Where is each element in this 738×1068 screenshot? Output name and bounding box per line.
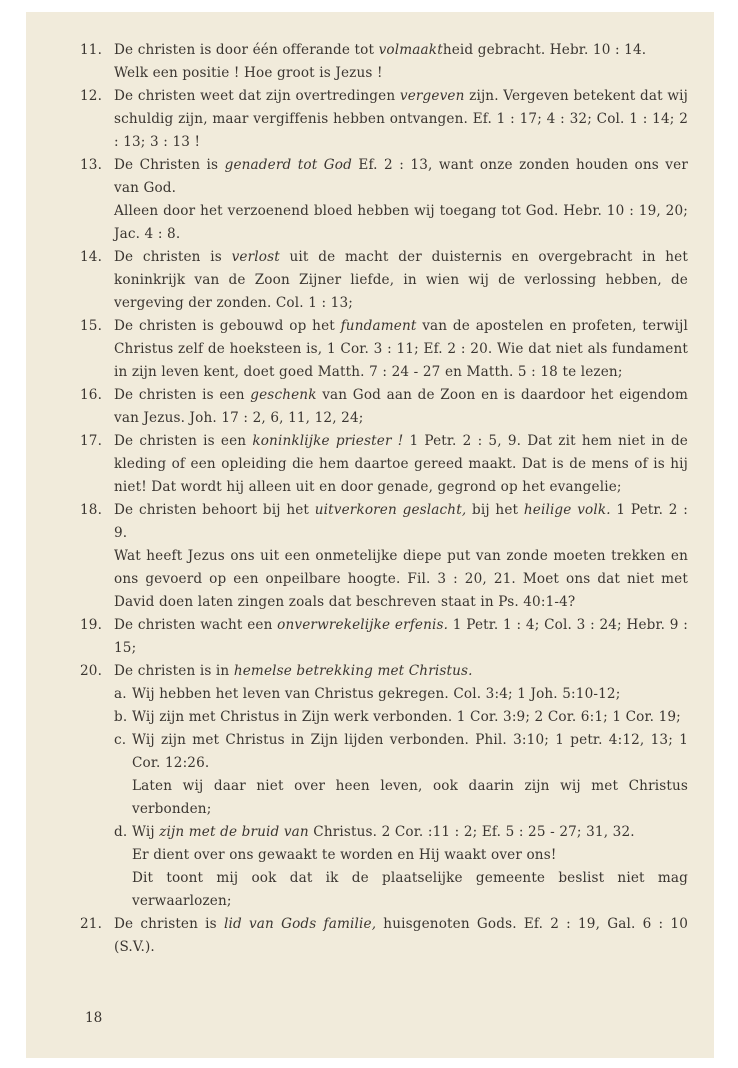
paragraph: Alleen door het verzoenend bloed hebben wij toegang tot God. Hebr. 10 : 19, 20; Jac. 4 : 8. (114, 203, 688, 242)
sub-item-text (132, 683, 688, 706)
paragraph: Welk een positie ! Hoe groot is Jezus ! (114, 65, 383, 81)
item-number: 16. (80, 387, 103, 403)
sub-paragraph: Er dient over ons gewaakt te worden en Hij waakt over ons! (132, 847, 557, 863)
sub-paragraph: Laten wij daar niet over heen leven, ook daarin zijn wij met Christus verbonden; (132, 778, 688, 817)
sub-item (114, 729, 688, 821)
emphasis: geschenk (250, 387, 317, 403)
emphasis: onverwrekelijke erfenis. (277, 617, 449, 633)
item-text (114, 384, 688, 430)
emphasis: fundament (340, 318, 417, 334)
emphasis: verlost (231, 249, 280, 265)
paragraph: De christen is lid van Gods familie, huisgenoten Gods. Ef. 2 : 19, Gal. 6 : 10 (S.V.). (114, 916, 688, 955)
list-item (80, 246, 688, 315)
emphasis: lid van Gods familie, (223, 916, 377, 932)
item-text (114, 154, 688, 246)
item-number: 13. (80, 157, 103, 173)
paragraph: De Christen is genaderd tot God Ef. 2 : 13, want onze zonden houden ons ver van God. (114, 157, 688, 196)
sub-paragraph: Dit toont mij ook dat ik de plaatselijke gemeente beslist niet mag verwaarlozen; (132, 870, 688, 909)
sub-item (114, 706, 688, 729)
list-item (80, 384, 688, 430)
list-item (80, 660, 688, 913)
item-text (114, 660, 688, 913)
item-text (114, 246, 688, 315)
page (26, 12, 714, 1058)
item-number: 18. (80, 502, 103, 518)
item-number: 14. (80, 249, 103, 265)
paragraph: De christen is een koninklijke priester ! 1 Petr. 2 : 5, 9. Dat zit hem niet in de kleding of een opleiding die hem daartoe gereed maakt. Dat is de mens of is hij niet! Dat wordt hij alleen uit en door genade, gegrond op het evangelie; (114, 433, 689, 495)
item-text (114, 614, 688, 660)
sub-item (114, 821, 688, 913)
item-text (114, 315, 688, 384)
list-item (80, 499, 688, 614)
item-text (114, 39, 688, 85)
paragraph: De christen behoort bij het uitverkoren geslacht, bij het heilige volk. 1 Petr. 2 : 9. (114, 502, 688, 541)
sub-item-label: d. (114, 824, 128, 840)
emphasis: heilige volk. (523, 502, 611, 518)
emphasis: genaderd tot God (224, 157, 352, 173)
sub-item-text (132, 729, 688, 821)
sub-paragraph: Wij zijn met de bruid van Christus. 2 Cor. :11 : 2; Ef. 5 : 25 - 27; 31, 32. (132, 824, 635, 840)
sub-item-label: b. (114, 709, 128, 725)
list-item (80, 614, 688, 660)
sub-paragraph: Wij zijn met Christus in Zijn lijden verbonden. Phil. 3:10; 1 petr. 4:12, 13; 1 Cor. 12:26. (132, 732, 688, 771)
item-number: 12. (80, 88, 103, 104)
paragraph: De christen is in hemelse betrekking met Christus. (114, 663, 473, 679)
item-text (114, 430, 688, 499)
item-number: 19. (80, 617, 103, 633)
paragraph: De christen wacht een onverwrekelijke erfenis. 1 Petr. 1 : 4; Col. 3 : 24; Hebr. 9 : 15; (114, 617, 688, 656)
item-number: 20. (80, 663, 103, 679)
emphasis: hemelse betrekking met Christus. (233, 663, 473, 679)
paragraph: De christen weet dat zijn overtredingen vergeven zijn. Vergeven betekent dat wij schuldig zijn, maar vergiffenis hebben ontvangen. Ef. 1 : 17; 4 : 32; Col. 1 : 14; 2 : 13; 3 : 13 ! (114, 88, 689, 150)
list-item (80, 154, 688, 246)
item-number: 21. (80, 916, 103, 932)
emphasis: vergeven (399, 88, 465, 104)
list-item (80, 430, 688, 499)
emphasis: koninklijke priester ! (252, 433, 404, 449)
sub-paragraph: Wij zijn met Christus in Zijn werk verbonden. 1 Cor. 3:9; 2 Cor. 6:1; 1 Cor. 19; (132, 709, 681, 725)
item-number: 15. (80, 318, 103, 334)
sub-item (114, 683, 688, 706)
item-text (114, 85, 688, 154)
sub-item-text (132, 821, 688, 913)
sub-item-text (132, 706, 688, 729)
list-item (80, 85, 688, 154)
item-number: 11. (80, 42, 103, 58)
paragraph: Wat heeft Jezus ons uit een onmetelijke diepe put van zonde moeten trekken en ons gevoerd op een onpeilbare hoogte. Fil. 3 : 20, 21. Moet ons dat niet met David doen laten zingen zoals dat beschreven staat in Ps. 40:1-4? (114, 548, 688, 610)
page-body (80, 39, 688, 959)
list-item (80, 315, 688, 384)
emphasis: zijn met de bruid van (159, 824, 309, 840)
sub-item-label: a. (114, 686, 127, 702)
paragraph: De christen is verlost uit de macht der duisternis en overgebracht in het koninkrijk van de Zoon Zijner liefde, in wien wij de verlossing hebben, de vergeving der zonden. Col. 1 : 13; (114, 249, 688, 311)
item-text (114, 499, 688, 614)
list-item (80, 39, 688, 85)
list-item (80, 913, 688, 959)
paragraph: De christen is door één offerande tot volmaaktheid gebracht. Hebr. 10 : 14. (114, 42, 647, 58)
paragraph: De christen is gebouwd op het fundament van de apostelen en profeten, terwijl Christus zelf de hoeksteen is, 1 Cor. 3 : 11; Ef. 2 : 20. Wie dat niet als fundament in zijn leven kent, doet goed Matth. 7 : 24 - 27 en Matth. 5 : 18 te lezen; (114, 318, 688, 380)
paragraph: De christen is een geschenk van God aan de Zoon en is daardoor het eigendom van Jezus. Joh. 17 : 2, 6, 11, 12, 24; (114, 387, 688, 426)
emphasis: volmaakt (378, 42, 443, 58)
sub-item-label: c. (114, 732, 127, 748)
item-number: 17. (80, 433, 103, 449)
item-text (114, 913, 688, 959)
sub-paragraph: Wij hebben het leven van Christus gekregen. Col. 3:4; 1 Joh. 5:10-12; (132, 686, 621, 702)
emphasis: uitverkoren geslacht, (314, 502, 467, 518)
page-number: 18 (85, 1010, 103, 1026)
